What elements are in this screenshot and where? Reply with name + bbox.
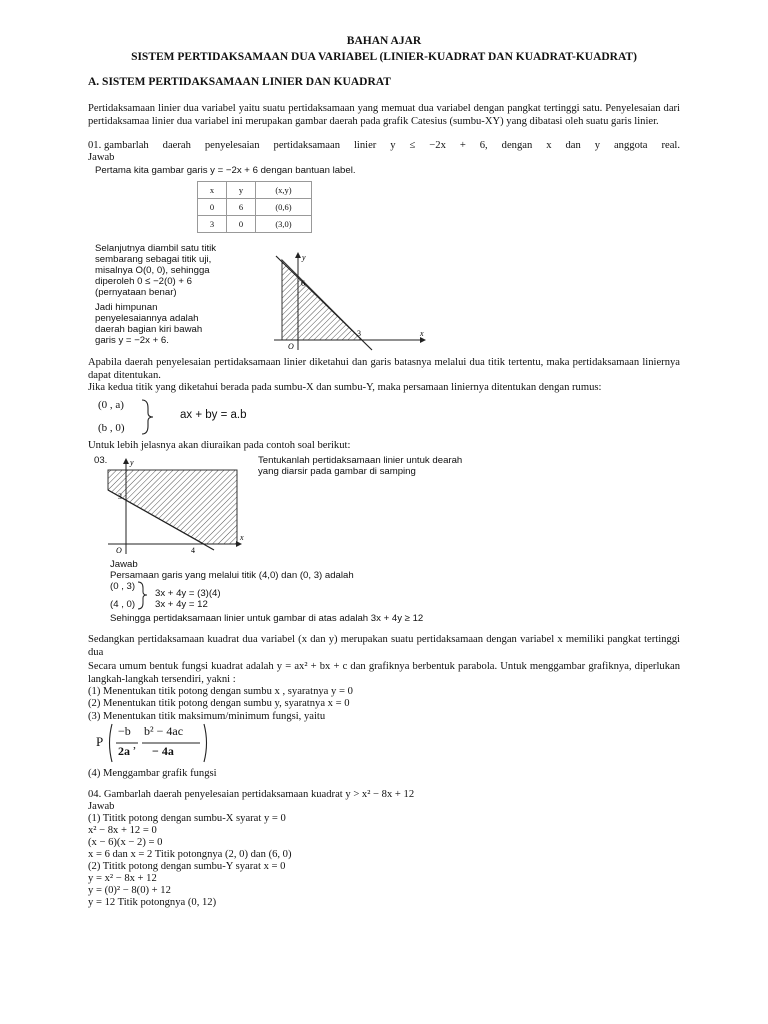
vertex-den-1: 2a [118, 744, 130, 758]
doc-title: BAHAN AJAR [346, 35, 422, 47]
ex01-graph [262, 250, 432, 352]
ex03-shaded-region [108, 470, 237, 544]
explanation-line: sembarang sebagai titik uji, [95, 254, 212, 265]
ex04-line: x² − 8x + 12 = 0 [88, 825, 157, 836]
ex03-point-2: (4 , 0) [110, 599, 136, 610]
x-intercept-label: 4 [191, 546, 195, 555]
step-1: (1) Menentukan titik potong dengan sumbu x , syaratnya y = 0 [88, 686, 353, 697]
ex04-line: (1) Tititk potong dengan sumbu-X syarat y = 0 [88, 813, 286, 824]
vertex-comma: , [133, 737, 136, 751]
vertex-num-2: b² − 4ac [144, 724, 184, 738]
ex04-line: y = (0)² − 8(0) + 12 [88, 885, 171, 896]
explanation-line: diperoleh 0 ≤ −2(0) + 6 [95, 276, 193, 287]
ex03-jawab: Jawab [110, 559, 138, 570]
ex04-line: Jawab [88, 801, 115, 812]
vertex-p: P [96, 734, 104, 749]
ex03-graph [104, 454, 250, 556]
table-header: y [227, 182, 256, 199]
table-cell: 0 [198, 199, 227, 216]
table-cell: 6 [227, 199, 256, 216]
table-cell: (0,6) [256, 199, 312, 216]
ex03-brace [136, 580, 150, 612]
quadratic-paragraph-1: Sedangkan pertidaksamaan kuadrat dua variabel (x dan y) merupakan suatu pertidaksamaan dengan variabel x memiliki pangkat tertinggi dua [88, 634, 680, 658]
y-axis-arrow [295, 252, 301, 258]
ex03-question-line: Tentukanlah pertidaksamaan linier untuk dearah [258, 455, 463, 466]
vertex-num-1: −b [118, 724, 131, 738]
ex01-label: 01. [88, 140, 102, 151]
ex04-line: (2) Tititk potong dengan sumbu-Y syarat x = 0 [88, 861, 286, 872]
ex03-point-1: (0 , 3) [110, 581, 136, 592]
step-3: (3) Menentukan titik maksimum/minimum fungsi, yaitu [88, 711, 326, 722]
ex01-step1: Pertama kita gambar garis y = −2x + 6 dengan bantuan label. [95, 165, 356, 176]
origin-label: O [288, 342, 294, 351]
quadratic-paragraph-2: Secara umum bentuk fungsi kuadrat adalah y = ax² + bx + c dan grafiknya berbentuk parabola. Untuk menggambar grafiknya, diperlukan langkah-langkah tersendiri, yakni : [88, 661, 680, 685]
explanation-line: Jadi himpunan [95, 302, 158, 313]
example-intro: Untuk lebih jelasnya akan diuraikan pada contoh soal berikut: [88, 440, 351, 451]
ex04-line: (x − 6)(x − 2) = 0 [88, 837, 163, 848]
ex03-equation-1: 3x + 4y = (3)(4) [155, 588, 221, 599]
step-2: (2) Menentukan titik potong dengan sumbu y, syaratnya x = 0 [88, 698, 350, 709]
explanation-line: Selanjutnya diambil satu titik [95, 243, 217, 254]
explanation-line: garis y = −2x + 6. [95, 335, 169, 346]
two-points-paragraph: Apabila daerah penyelesaian pertidaksamaan linier diketahui dan garis batasnya melalui dua titik tertentu, maka pertidaksamaan liniernya dapat ditentukan. [88, 357, 680, 381]
table-cell: (3,0) [256, 216, 312, 233]
ex01-question: gambarlah daerah penyelesaian pertidaksamaan linier y ≤ −2x + 6, dengan x dan y anggota real. [104, 140, 680, 151]
ex04-line: y = 12 Titik potongnya (0, 12) [88, 897, 217, 908]
ex03-equation-2: 3x + 4y = 12 [155, 599, 208, 610]
step-4: (4) Menggambar grafik fungsi [88, 768, 217, 779]
axes-paragraph: Jika kedua titik yang diketahui berada pada sumbu-X dan sumbu-Y, maka persamaan liniernya ditentukan dengan rumus: [88, 382, 602, 393]
explanation-line: penyelesaiannya adalah [95, 313, 199, 324]
ex03-question-line: yang diarsir pada gambar di samping [258, 466, 416, 477]
vertex-den-2: − 4a [152, 744, 174, 758]
ex04-line: x = 6 dan x = 2 Titik potongnya (2, 0) dan (6, 0) [88, 849, 292, 860]
x-axis-label: x [420, 329, 424, 338]
ex01-jawab: Jawab [88, 152, 115, 163]
y-intercept-label: 3 [118, 492, 122, 501]
intro-paragraph: Pertidaksamaan linier dua variabel yaitu suatu pertidaksamaan yang memuat dua variabel dengan pangkat tertinggi satu. Penyelesaian dari pertidaksamaa linier dua variabel ini merupakan gambar daerah pada grafik Catesius (sumbu-XY) yang dibatasi oleh suatu garis linier. [88, 103, 680, 127]
table-header: (x,y) [256, 182, 312, 199]
formula-point-2: (b , 0) [98, 422, 125, 434]
formula-brace [140, 398, 156, 436]
formula-point-1: (0 , a) [98, 399, 124, 411]
origin-label: O [116, 546, 122, 555]
ex04-line: 04. Gambarlah daerah penyelesaian pertidaksamaan kuadrat y > x² − 8x + 12 [88, 789, 415, 800]
y-axis-label: y [130, 458, 134, 467]
y-axis-label: y [302, 253, 306, 262]
ex03-line1: Persamaan garis yang melalui titik (4,0) dan (0, 3) adalah [110, 570, 354, 581]
ex03-label: 03. [94, 455, 108, 466]
doc-subtitle: SISTEM PERTIDAKSAMAAN DUA VARIABEL (LINIER-KUADRAT DAN KUADRAT-KUADRAT) [131, 51, 637, 63]
ex04-line: y = x² − 8x + 12 [88, 873, 157, 884]
table-header: x [198, 182, 227, 199]
y-intercept-label: 6 [301, 279, 305, 288]
table-cell: 0 [227, 216, 256, 233]
table-cell: 3 [198, 216, 227, 233]
formula-equation: ax + by = a.b [180, 409, 247, 421]
explanation-line: daerah bagian kiri bawah [95, 324, 203, 335]
y-axis-arrow [123, 458, 129, 464]
x-intercept-label: 3 [357, 329, 361, 338]
section-a-heading: A. SISTEM PERTIDAKSAMAAN LINIER DAN KUADRAT [88, 76, 391, 88]
x-axis-label: x [240, 533, 244, 542]
explanation-line: (pernyataan benar) [95, 287, 177, 298]
explanation-line: misalnya O(0, 0), sehingga [95, 265, 210, 276]
ex01-table [197, 181, 312, 233]
ex03-conclusion: Sehingga pertidaksamaan linier untuk gambar di atas adalah 3x + 4y ≥ 12 [110, 613, 424, 624]
